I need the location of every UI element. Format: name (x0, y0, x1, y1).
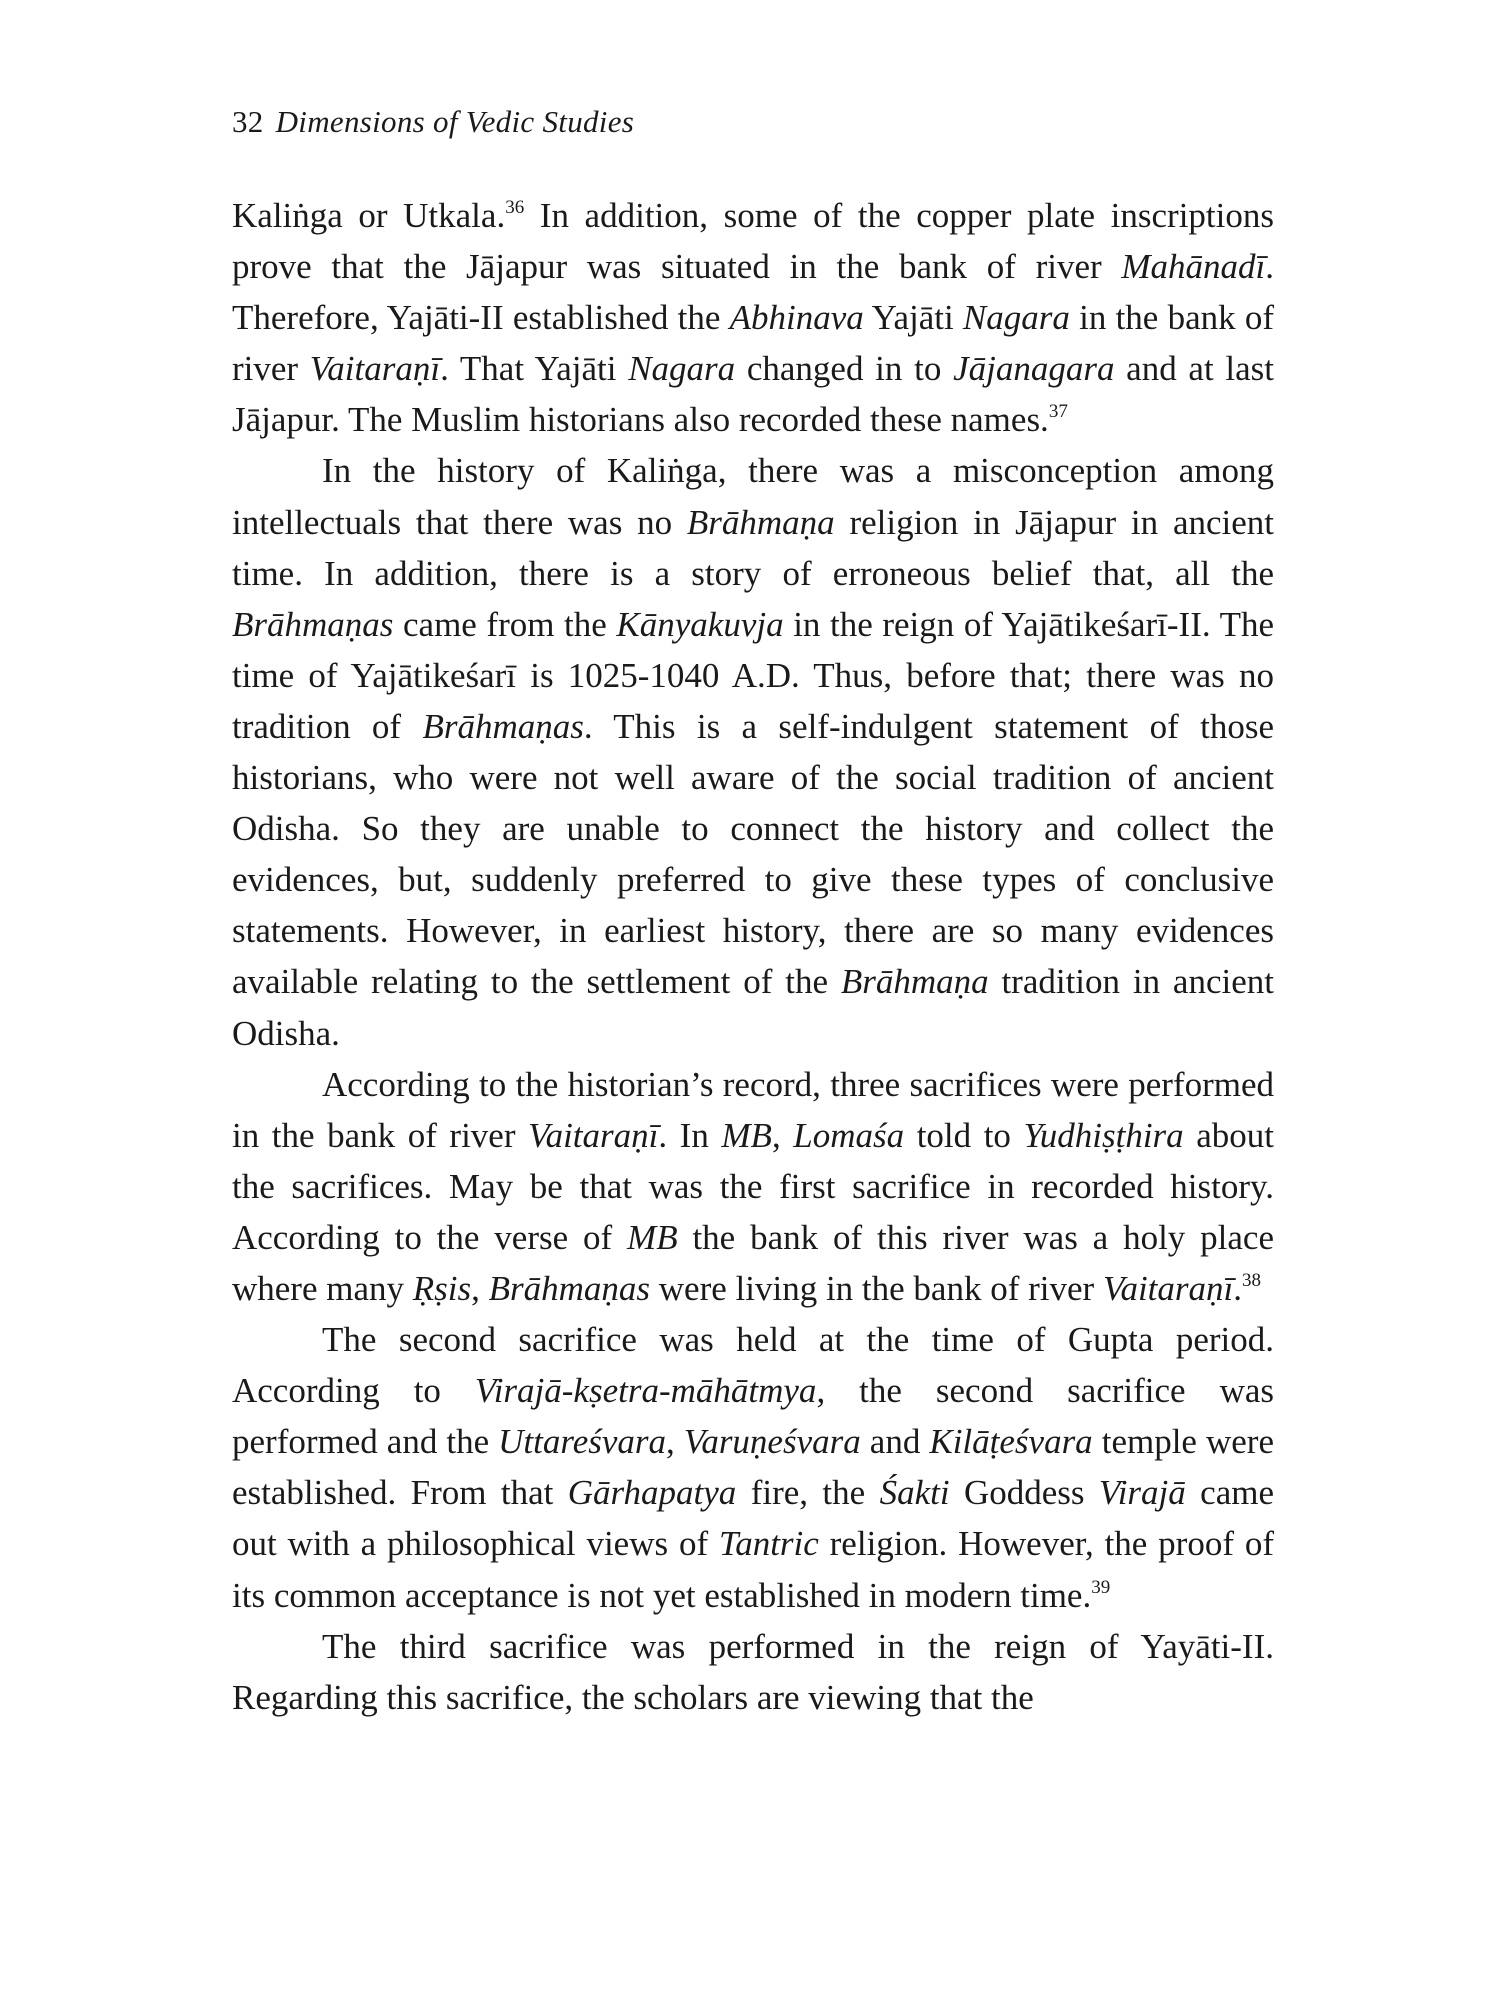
page-number: 32 (232, 104, 264, 139)
italic-term: Nagara (962, 298, 1070, 338)
text-run: The third sacrifice was performed in the reign of Yayāti-II. Regarding this sacrifice, the scholars are viewing that the (232, 1626, 1274, 1717)
footnote-marker: 37 (1048, 401, 1068, 423)
text-run: the bank of this river was a holy place where many (232, 1217, 1274, 1308)
italic-term: Virajā (1098, 1473, 1186, 1513)
text-run: The second sacrifice was held at the time of Gupta period. According to (232, 1320, 1274, 1411)
italic-term: MB (627, 1217, 678, 1257)
italic-term: Kilāṭeśvara (929, 1422, 1093, 1462)
text-run: , the second sacrifice was performed and the (232, 1371, 1275, 1462)
text-run: and (860, 1422, 930, 1462)
text-run: tradition in ancient Odisha. (232, 962, 1274, 1053)
text-run: fire, the (736, 1473, 880, 1513)
text-run: religion in Jājapur in ancient time. In addition, there is a story of erroneous belief that, all the (232, 502, 1274, 593)
text-run: Goddess (949, 1473, 1099, 1513)
text-run: Yajāti (863, 298, 963, 338)
text-run: in the bank of river (232, 298, 1274, 389)
italic-term: Virajā-kṣetra-māhātmya (474, 1371, 817, 1411)
text-run: temple were established. From that (232, 1422, 1274, 1513)
italic-term: Kānyakuvja (616, 604, 784, 644)
text-run: , (666, 1422, 684, 1462)
italic-term: Brāhmaṇas (232, 604, 394, 644)
text-run: in the reign of Yajātikeśarī-II. The time of Yajātikeśarī is 1025-1040 A.D. Thus, before that; there was no tradition of (232, 604, 1274, 746)
italic-term: Brāhmaṇa (840, 962, 989, 1002)
footnote-marker: 38 (1242, 1269, 1261, 1291)
text-run: . (1233, 1268, 1242, 1308)
paragraph (232, 190, 1274, 445)
text-run: came from the (393, 604, 617, 644)
text-run: were living in the bank of river (650, 1268, 1103, 1308)
body-text (232, 190, 1274, 1723)
text-run: came out with a philosophical views of (232, 1473, 1274, 1564)
italic-term: Brāhmaṇas (488, 1268, 651, 1308)
italic-term: Uttareśvara (498, 1422, 667, 1462)
italic-term: Brāhmaṇa (686, 502, 835, 542)
footnote-marker: 36 (505, 197, 525, 218)
footnote-marker: 39 (1091, 1576, 1111, 1598)
italic-term: Brāhmaṇas (422, 706, 584, 746)
text-run: In addition, some of the copper plate inscriptions prove that the Jājapur was situated in the bank of river (232, 196, 1274, 287)
paragraph (232, 1314, 1274, 1621)
running-header (232, 104, 634, 140)
text-run: changed in to (735, 349, 954, 389)
italic-term: Mahānadī (1121, 247, 1266, 287)
text-run: about the sacrifices. May be that was the first sacrifice in recorded history. According to the verse of (232, 1115, 1274, 1257)
italic-term: Vaitaraṇī (528, 1115, 659, 1155)
text-run: told to (904, 1115, 1024, 1155)
italic-term: Ṛṣis (412, 1268, 472, 1308)
paragraph (232, 445, 1274, 1058)
italic-term: Nagara (628, 349, 736, 389)
text-run: , (471, 1268, 489, 1308)
italic-term: MB (721, 1115, 772, 1155)
italic-term: Śakti (879, 1473, 950, 1513)
italic-term: Varuṇeśvara (683, 1422, 861, 1462)
text-run: , (771, 1115, 794, 1155)
book-title: Dimensions of Vedic Studies (275, 104, 635, 139)
italic-term: Lomaśa (793, 1115, 905, 1155)
text-run: . That Yajāti (440, 349, 629, 389)
italic-term: Gārhapatya (567, 1473, 737, 1513)
text-run: religion. However, the proof of its common acceptance is not yet established in modern time. (232, 1524, 1274, 1615)
italic-term: Yudhiṣṭhira (1023, 1115, 1184, 1155)
italic-term: Vaitaraṇī (1102, 1268, 1234, 1308)
italic-term: Tantric (718, 1524, 819, 1564)
text-run: According to the historian’s record, three sacrifices were performed in the bank of river (232, 1064, 1274, 1155)
text-run: . Therefore, Yajāti-II established the (232, 247, 1274, 338)
italic-term: Vaitaraṇī (309, 349, 441, 389)
paragraph (232, 1621, 1274, 1723)
italic-term: Abhinava (729, 298, 864, 338)
text-run: . This is a self-indulgent statement of those historians, who were not well aware of the social tradition of ancient Odisha. So they are unable to connect the history and collect the evidences, but, suddenly preferred to give these types of conclusive statements. However, in earliest history, there are so many evidences available relating to the settlement of the (232, 706, 1274, 1002)
text-run: . In (658, 1115, 722, 1155)
paragraph (232, 1059, 1274, 1314)
italic-term: Jājanagara (953, 349, 1115, 389)
text-run: and at last Jājapur. The Muslim historians also recorded these names. (232, 349, 1274, 440)
text-run: Kaliṅga or Utkala. (232, 196, 506, 235)
text-run: In the history of Kaliṅga, there was a misconception among intellectuals that there was no (232, 451, 1274, 542)
